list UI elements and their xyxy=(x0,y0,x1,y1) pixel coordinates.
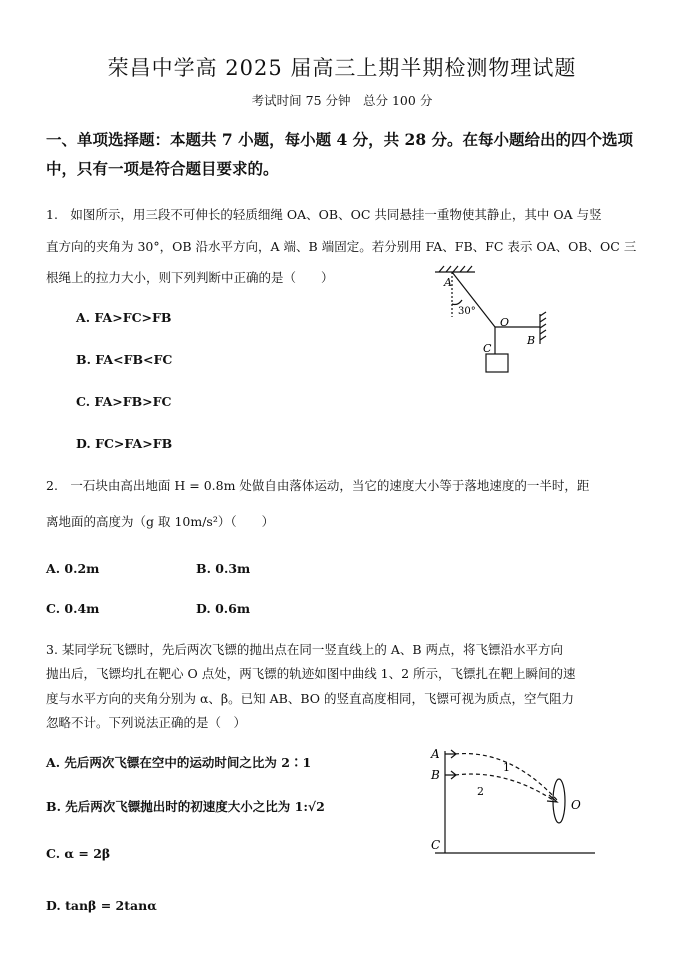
q3-option-d[interactable]: D. tanβ = 2tanα xyxy=(46,898,157,913)
angle-arc xyxy=(452,300,462,305)
wall-hatch xyxy=(540,312,546,340)
section-heading-line1: 一、单项选择题：本题共 7 小题，每小题 4 分，共 28 分。在每小题给出的四个选项 xyxy=(46,130,634,149)
q1-stem-line1: 1. 如图所示，用三段不可伸长的轻质细绳 OA、OB、OC 共同悬挂一重物使其静止，其中 OA 与竖 xyxy=(46,207,602,222)
q2-option-b[interactable]: B. 0.3m xyxy=(196,561,251,576)
q2-stem-line2: 离地面的高度为（g 取 10m/s²）（ ） xyxy=(46,514,275,529)
label-b: B xyxy=(527,334,536,347)
q3-stem-line3: 度与水平方向的夹角分别为 α、β。已知 AB、BO 的竖直高度相同，飞镖可视为质点，空气阻力 xyxy=(46,691,574,706)
q2-option-c[interactable]: C. 0.4m xyxy=(46,601,100,616)
arrow-a xyxy=(445,750,456,758)
label-o: O xyxy=(571,798,581,812)
q3-figure xyxy=(425,745,605,857)
q1-stem-line3: 根绳上的拉力大小，则下列判断中正确的是（ ） xyxy=(46,270,334,285)
q3-stem-line4: 忽略不计。下列说法正确的是（ ） xyxy=(46,715,247,730)
target-board xyxy=(553,779,565,823)
section-heading-line2: 中，只有一项是符合题目要求的。 xyxy=(46,159,279,178)
label-c: C xyxy=(431,838,441,852)
q1-option-a[interactable]: A. FA>FC>FB xyxy=(76,310,172,325)
page-title: 荣昌中学高 2025 届高三上期半期检测物理试题 xyxy=(107,56,577,80)
q3-option-c[interactable]: C. α = 2β xyxy=(46,846,111,861)
q3-option-b[interactable]: B. 先后两次飞镖抛出时的初速度大小之比为 1:√2 xyxy=(46,799,325,814)
q1-option-d[interactable]: D. FC>FA>FB xyxy=(76,436,173,451)
rope-oa xyxy=(452,272,495,327)
curve-1-label: 1 xyxy=(503,761,510,774)
weight-block xyxy=(486,354,508,372)
label-a: A xyxy=(431,747,440,761)
q2-stem-line1: 2. 一石块由高出地面 H = 0.8m 处做自由落体运动，当它的速度大小等于落地速度的一半时，距 xyxy=(46,478,590,493)
arrow-b xyxy=(445,771,456,779)
label-b: B xyxy=(431,768,440,782)
ceiling-hatch xyxy=(439,266,472,272)
q3-option-a[interactable]: A. 先后两次飞镖在空中的运动时间之比为 2∶1 xyxy=(46,755,312,770)
angle-label: 30° xyxy=(458,306,476,317)
q1-stem-line2: 直方向的夹角为 30°，OB 沿水平方向，A 端、B 端固定。若分别用 FA、FB、FC 表示 OA、OB、OC 三 xyxy=(46,239,637,254)
q1-option-b[interactable]: B. FA<FB<FC xyxy=(76,352,173,367)
exam-info: 考试时间 75 分钟 总分 100 分 xyxy=(251,93,433,108)
trajectory-2 xyxy=(455,774,553,800)
curve-2-label: 2 xyxy=(477,785,484,798)
q3-stem-line1: 3. 某同学玩飞镖时，先后两次飞镖的抛出点在同一竖直线上的 A、B 两点，将飞镖沿水平方向 xyxy=(46,642,564,657)
q1-figure xyxy=(430,262,560,380)
label-a: A xyxy=(444,276,452,289)
label-c: C xyxy=(483,342,492,355)
q2-option-a[interactable]: A. 0.2m xyxy=(46,561,100,576)
q1-option-c[interactable]: C. FA>FB>FC xyxy=(76,394,172,409)
label-o: O xyxy=(500,316,510,329)
q3-stem-line2: 抛出后，飞镖均扎在靶心 O 点处，两飞镖的轨迹如图中曲线 1、2 所示，飞镖扎在靶上瞬间的速 xyxy=(46,666,576,681)
q2-option-d[interactable]: D. 0.6m xyxy=(196,601,251,616)
